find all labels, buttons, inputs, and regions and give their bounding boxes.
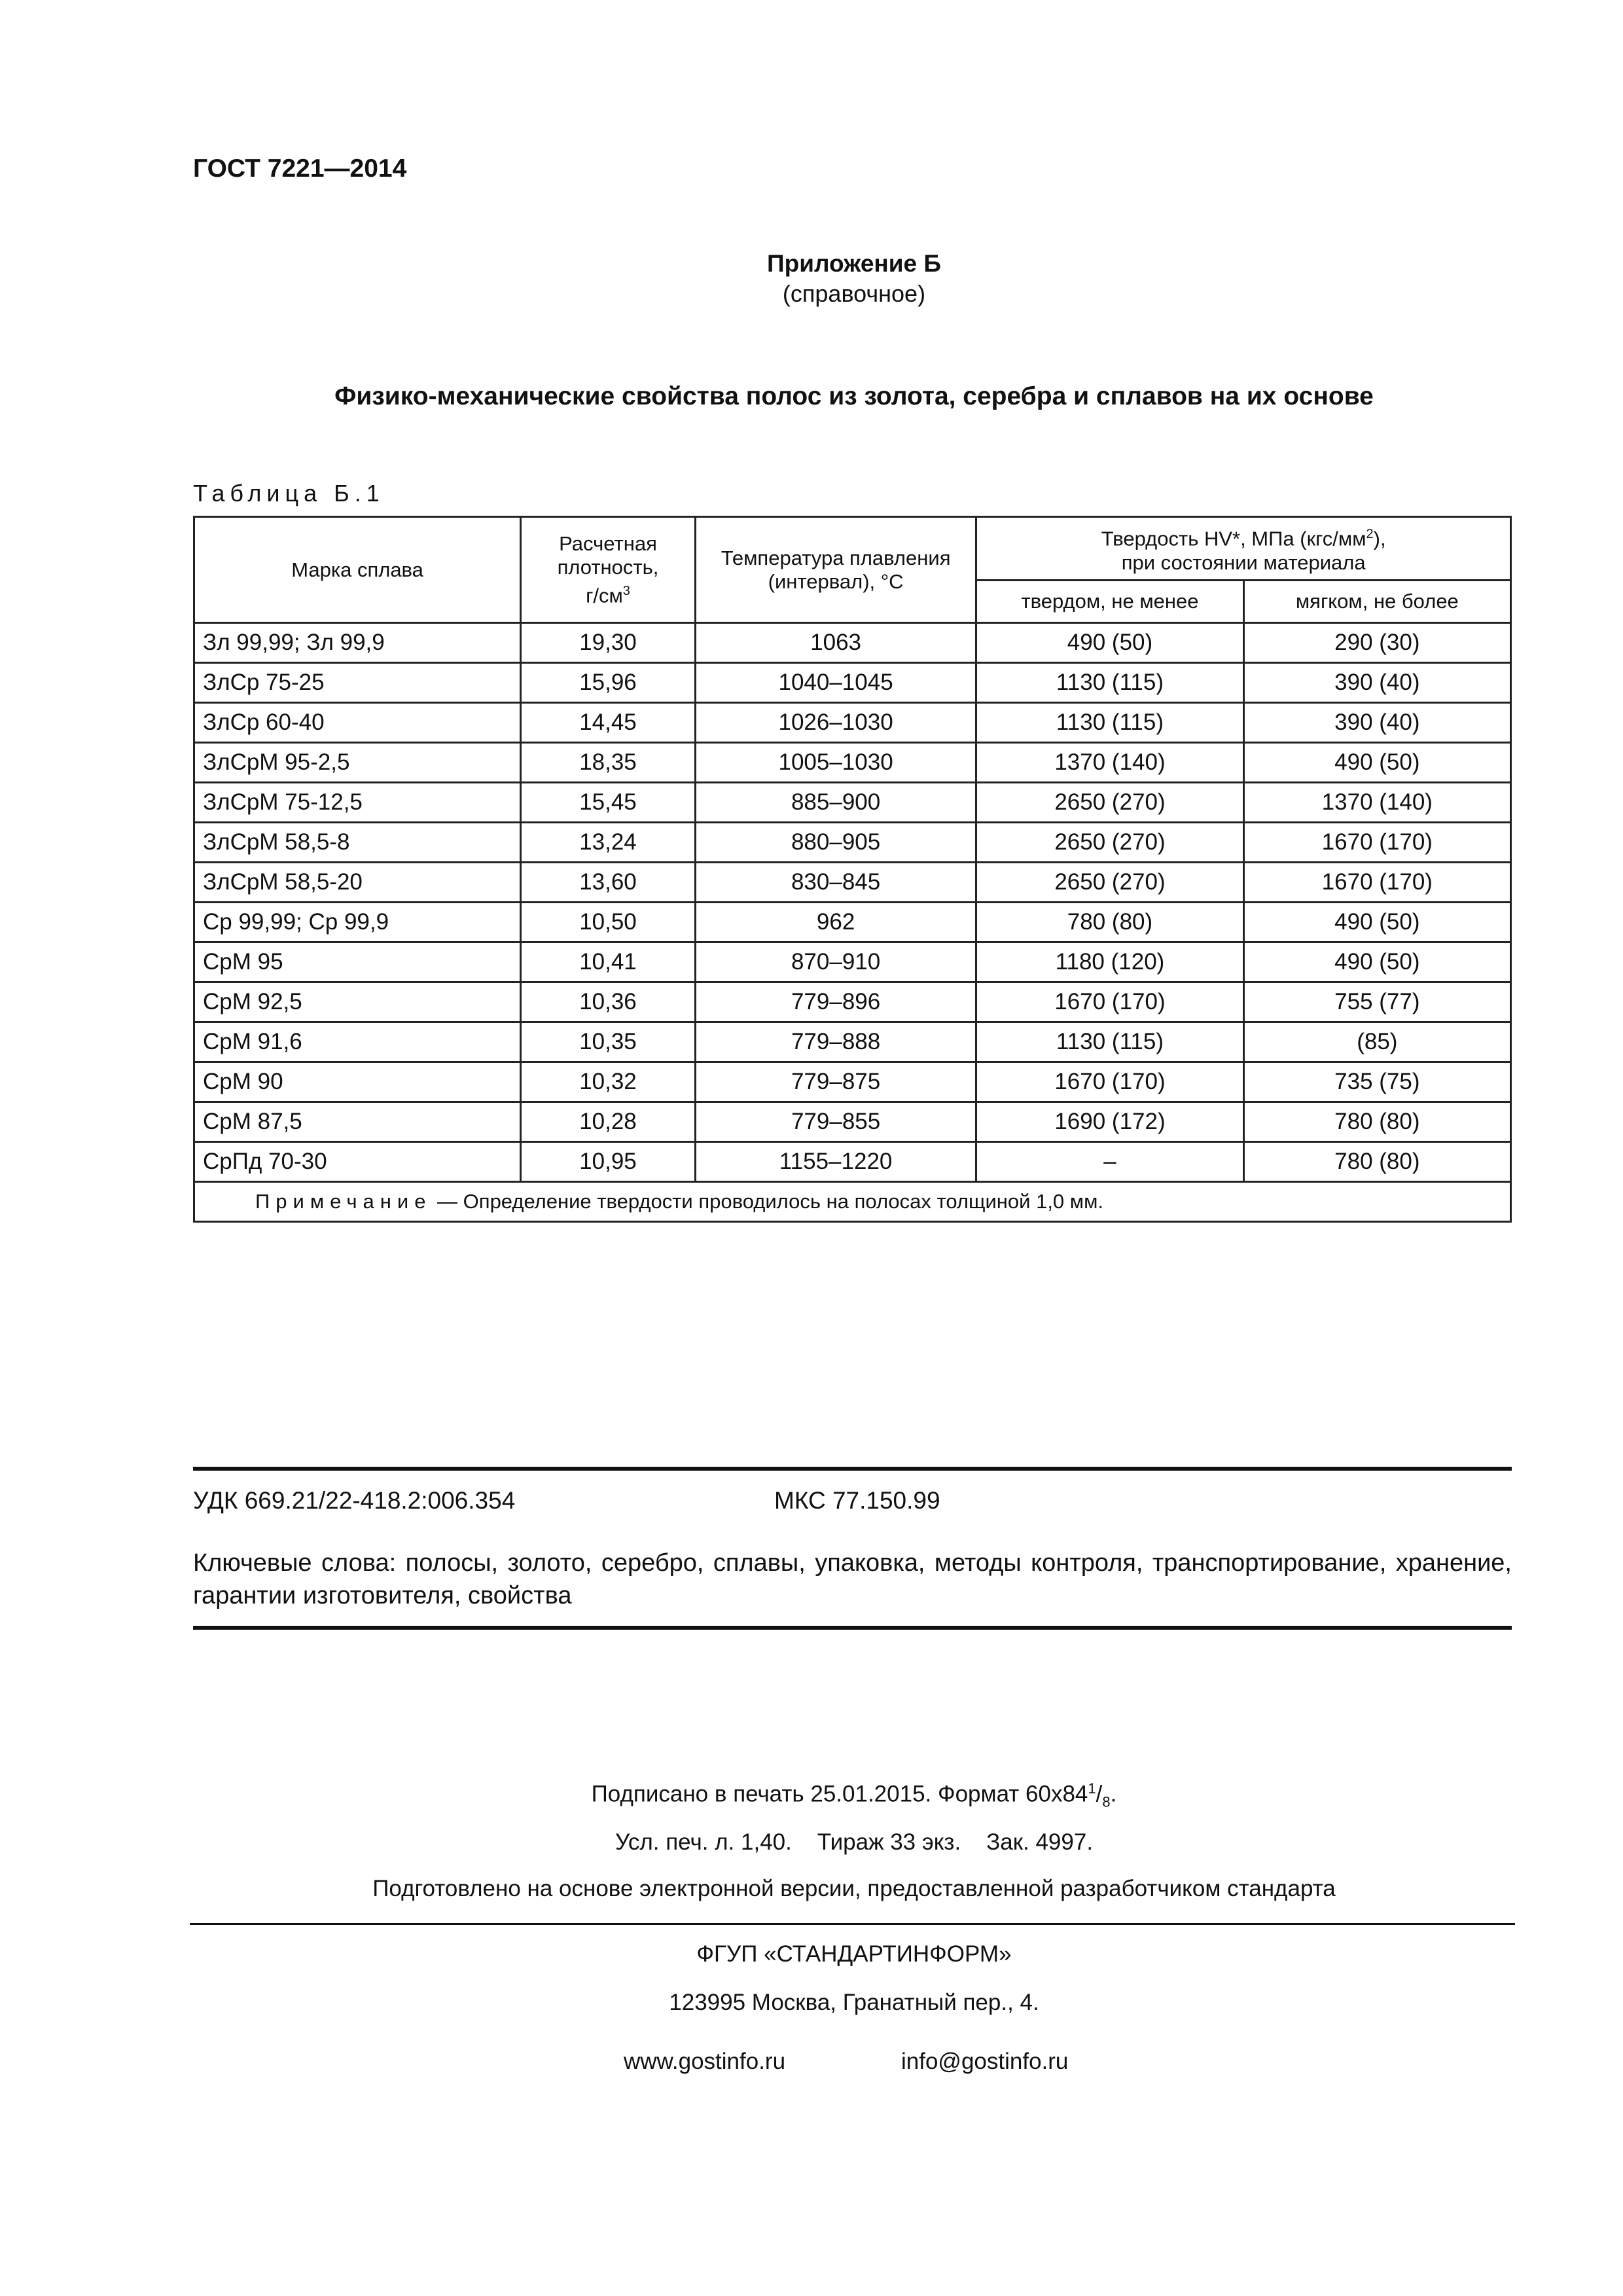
cell-hard-soft: 490 (50) — [1243, 942, 1510, 982]
cell-hard-soft: 780 (80) — [1243, 1102, 1510, 1142]
table-row — [194, 903, 1511, 942]
cell-density: 10,35 — [521, 1022, 696, 1062]
publisher-website[interactable]: www.gostinfo.ru — [624, 2049, 786, 2074]
cell-grade: ЗлСрМ 75-12,5 — [194, 783, 521, 823]
cell-melting: 880–905 — [695, 823, 976, 863]
imprint-print-info: Усл. печ. л. 1,40. Тираж 33 экз. Зак. 4997. — [615, 1829, 1094, 1855]
appendix-title: Приложение Б — [767, 250, 941, 277]
cell-melting: 1063 — [695, 623, 976, 663]
table-row — [194, 1142, 1511, 1182]
table-row — [194, 823, 1511, 863]
cell-hard-solid: 780 (80) — [976, 903, 1243, 942]
cell-melting: 1026–1030 — [695, 703, 976, 743]
cell-hard-soft: 1670 (170) — [1243, 823, 1510, 863]
cell-melting: 885–900 — [695, 783, 976, 823]
cell-grade: СрМ 87,5 — [194, 1102, 521, 1142]
table-body — [194, 623, 1511, 1182]
cell-melting: 1005–1030 — [695, 743, 976, 783]
cell-hard-soft: (85) — [1243, 1022, 1510, 1062]
table-header-row — [194, 517, 1511, 581]
cell-hard-solid: 2650 (270) — [976, 783, 1243, 823]
cell-grade: Зл 99,99; Зл 99,9 — [194, 623, 521, 663]
cell-melting: 779–875 — [695, 1062, 976, 1102]
table-row — [194, 663, 1511, 703]
cell-density: 18,35 — [521, 743, 696, 783]
mks-code: МКС 77.150.99 — [774, 1487, 940, 1514]
cell-melting: 779–888 — [695, 1022, 976, 1062]
cell-grade: ЗлСрМ 58,5-8 — [194, 823, 521, 863]
publisher-email[interactable]: info@gostinfo.ru — [901, 2049, 1069, 2074]
table-row — [194, 1102, 1511, 1142]
cell-hard-solid: 1130 (115) — [976, 663, 1243, 703]
imprint-signed: Подписано в печать 25.01.2015. Формат $60x84^1/_8$. — [591, 1780, 1117, 1810]
document-code: ГОСТ 7221—2014 — [193, 154, 407, 183]
header-hardness: Твердость HV*, МПа $(кгс/мм^2)$, при состоянии материала — [976, 517, 1511, 581]
cell-hard-soft: 490 (50) — [1243, 743, 1510, 783]
cell-density: 10,32 — [521, 1062, 696, 1102]
cell-hard-soft: 390 (40) — [1243, 703, 1510, 743]
footer-top-rule — [193, 1467, 1512, 1471]
table-row — [194, 863, 1511, 903]
note-text: — Определение твердости проводилось на полосах толщиной 1,0 мм. — [431, 1190, 1104, 1213]
cell-hard-solid: 1180 (120) — [976, 942, 1243, 982]
cell-grade: Ср 99,99; Ср 99,9 — [194, 903, 521, 942]
cell-melting: 962 — [695, 903, 976, 942]
keywords: Ключевые слова: полосы, золото, серебро, сплавы, упаковка, методы контроля, транспортирование, хранение, гарантии изготовителя, свойства — [193, 1549, 1512, 1609]
cell-hard-soft: 755 (77) — [1243, 982, 1510, 1022]
publisher-address: 123995 Москва, Гранатный пер., 4. — [669, 1990, 1039, 2015]
properties-table — [193, 516, 1512, 1223]
cell-melting: 870–910 — [695, 942, 976, 982]
cell-grade: ЗлСр 75-25 — [194, 663, 521, 703]
cell-density: 15,96 — [521, 663, 696, 703]
cell-hard-solid: 1130 (115) — [976, 703, 1243, 743]
cell-grade: СрПд 70-30 — [194, 1142, 521, 1182]
cell-hard-soft: 735 (75) — [1243, 1062, 1510, 1102]
cell-hard-solid: 1130 (115) — [976, 1022, 1243, 1062]
cell-grade: СрМ 90 — [194, 1062, 521, 1102]
cell-density: 10,50 — [521, 903, 696, 942]
table-caption: Таблица Б.1 — [193, 480, 385, 507]
header-density: Расчетная плотность, $г/см^3$ — [521, 517, 696, 623]
cell-hard-soft: 1370 (140) — [1243, 783, 1510, 823]
cell-hard-solid: 1670 (170) — [976, 982, 1243, 1022]
publisher-name: ФГУП «СТАНДАРТИНФОРМ» — [696, 1941, 1012, 1967]
table-row — [194, 982, 1511, 1022]
header-hard-solid: твердом, не менее — [976, 581, 1243, 623]
cell-grade: СрМ 95 — [194, 942, 521, 982]
cell-grade: СрМ 91,6 — [194, 1022, 521, 1062]
cell-density: 15,45 — [521, 783, 696, 823]
header-grade: Марка сплава — [194, 517, 521, 623]
cell-density: 10,36 — [521, 982, 696, 1022]
cell-hard-solid: 2650 (270) — [976, 823, 1243, 863]
cell-melting: 779–855 — [695, 1102, 976, 1142]
cell-hard-soft: 490 (50) — [1243, 903, 1510, 942]
cell-density: 10,95 — [521, 1142, 696, 1182]
table-row — [194, 743, 1511, 783]
cell-grade: ЗлСр 60-40 — [194, 703, 521, 743]
section-heading: Физико-механические свойства полос из золота, серебра и сплавов на их основе — [334, 382, 1374, 410]
imprint-rule — [190, 1923, 1515, 1925]
table-row — [194, 942, 1511, 982]
cell-melting: 830–845 — [695, 863, 976, 903]
cell-hard-soft: 1670 (170) — [1243, 863, 1510, 903]
cell-density: 10,28 — [521, 1102, 696, 1142]
cell-density: 14,45 — [521, 703, 696, 743]
table-row — [194, 1062, 1511, 1102]
cell-grade: ЗлСрМ 95-2,5 — [194, 743, 521, 783]
cell-hard-soft: 290 (30) — [1243, 623, 1510, 663]
table-row — [194, 703, 1511, 743]
cell-density: 19,30 — [521, 623, 696, 663]
cell-melting: 1155–1220 — [695, 1142, 976, 1182]
cell-density: 13,60 — [521, 863, 696, 903]
imprint-prepared: Подготовлено на основе электронной версии, предоставленной разработчиком стандарта — [372, 1876, 1336, 1901]
cell-density: 10,41 — [521, 942, 696, 982]
cell-grade: СрМ 92,5 — [194, 982, 521, 1022]
table-row — [194, 783, 1511, 823]
cell-hard-solid: 2650 (270) — [976, 863, 1243, 903]
table-note — [194, 1182, 1511, 1222]
table-row — [194, 623, 1511, 663]
cell-hard-solid: 1690 (172) — [976, 1102, 1243, 1142]
header-melting: Температура плавления (интервал), °С — [695, 517, 976, 623]
cell-hard-solid: 490 (50) — [976, 623, 1243, 663]
cell-hard-soft: 780 (80) — [1243, 1142, 1510, 1182]
footer-bottom-rule — [193, 1626, 1512, 1630]
cell-melting: 779–896 — [695, 982, 976, 1022]
cell-grade: ЗлСрМ 58,5-20 — [194, 863, 521, 903]
note-label: Примечание — [255, 1190, 432, 1213]
udk-code: УДК 669.21/22-418.2:006.354 — [193, 1487, 516, 1514]
appendix-subtitle: (справочное) — [782, 280, 926, 307]
table-note-row — [194, 1182, 1511, 1222]
cell-hard-solid: 1370 (140) — [976, 743, 1243, 783]
cell-hard-soft: 390 (40) — [1243, 663, 1510, 703]
cell-density: 13,24 — [521, 823, 696, 863]
table-row — [194, 1022, 1511, 1062]
cell-hard-solid: 1670 (170) — [976, 1062, 1243, 1102]
header-hard-soft: мягком, не более — [1243, 581, 1510, 623]
cell-hard-solid: – — [976, 1142, 1243, 1182]
cell-melting: 1040–1045 — [695, 663, 976, 703]
